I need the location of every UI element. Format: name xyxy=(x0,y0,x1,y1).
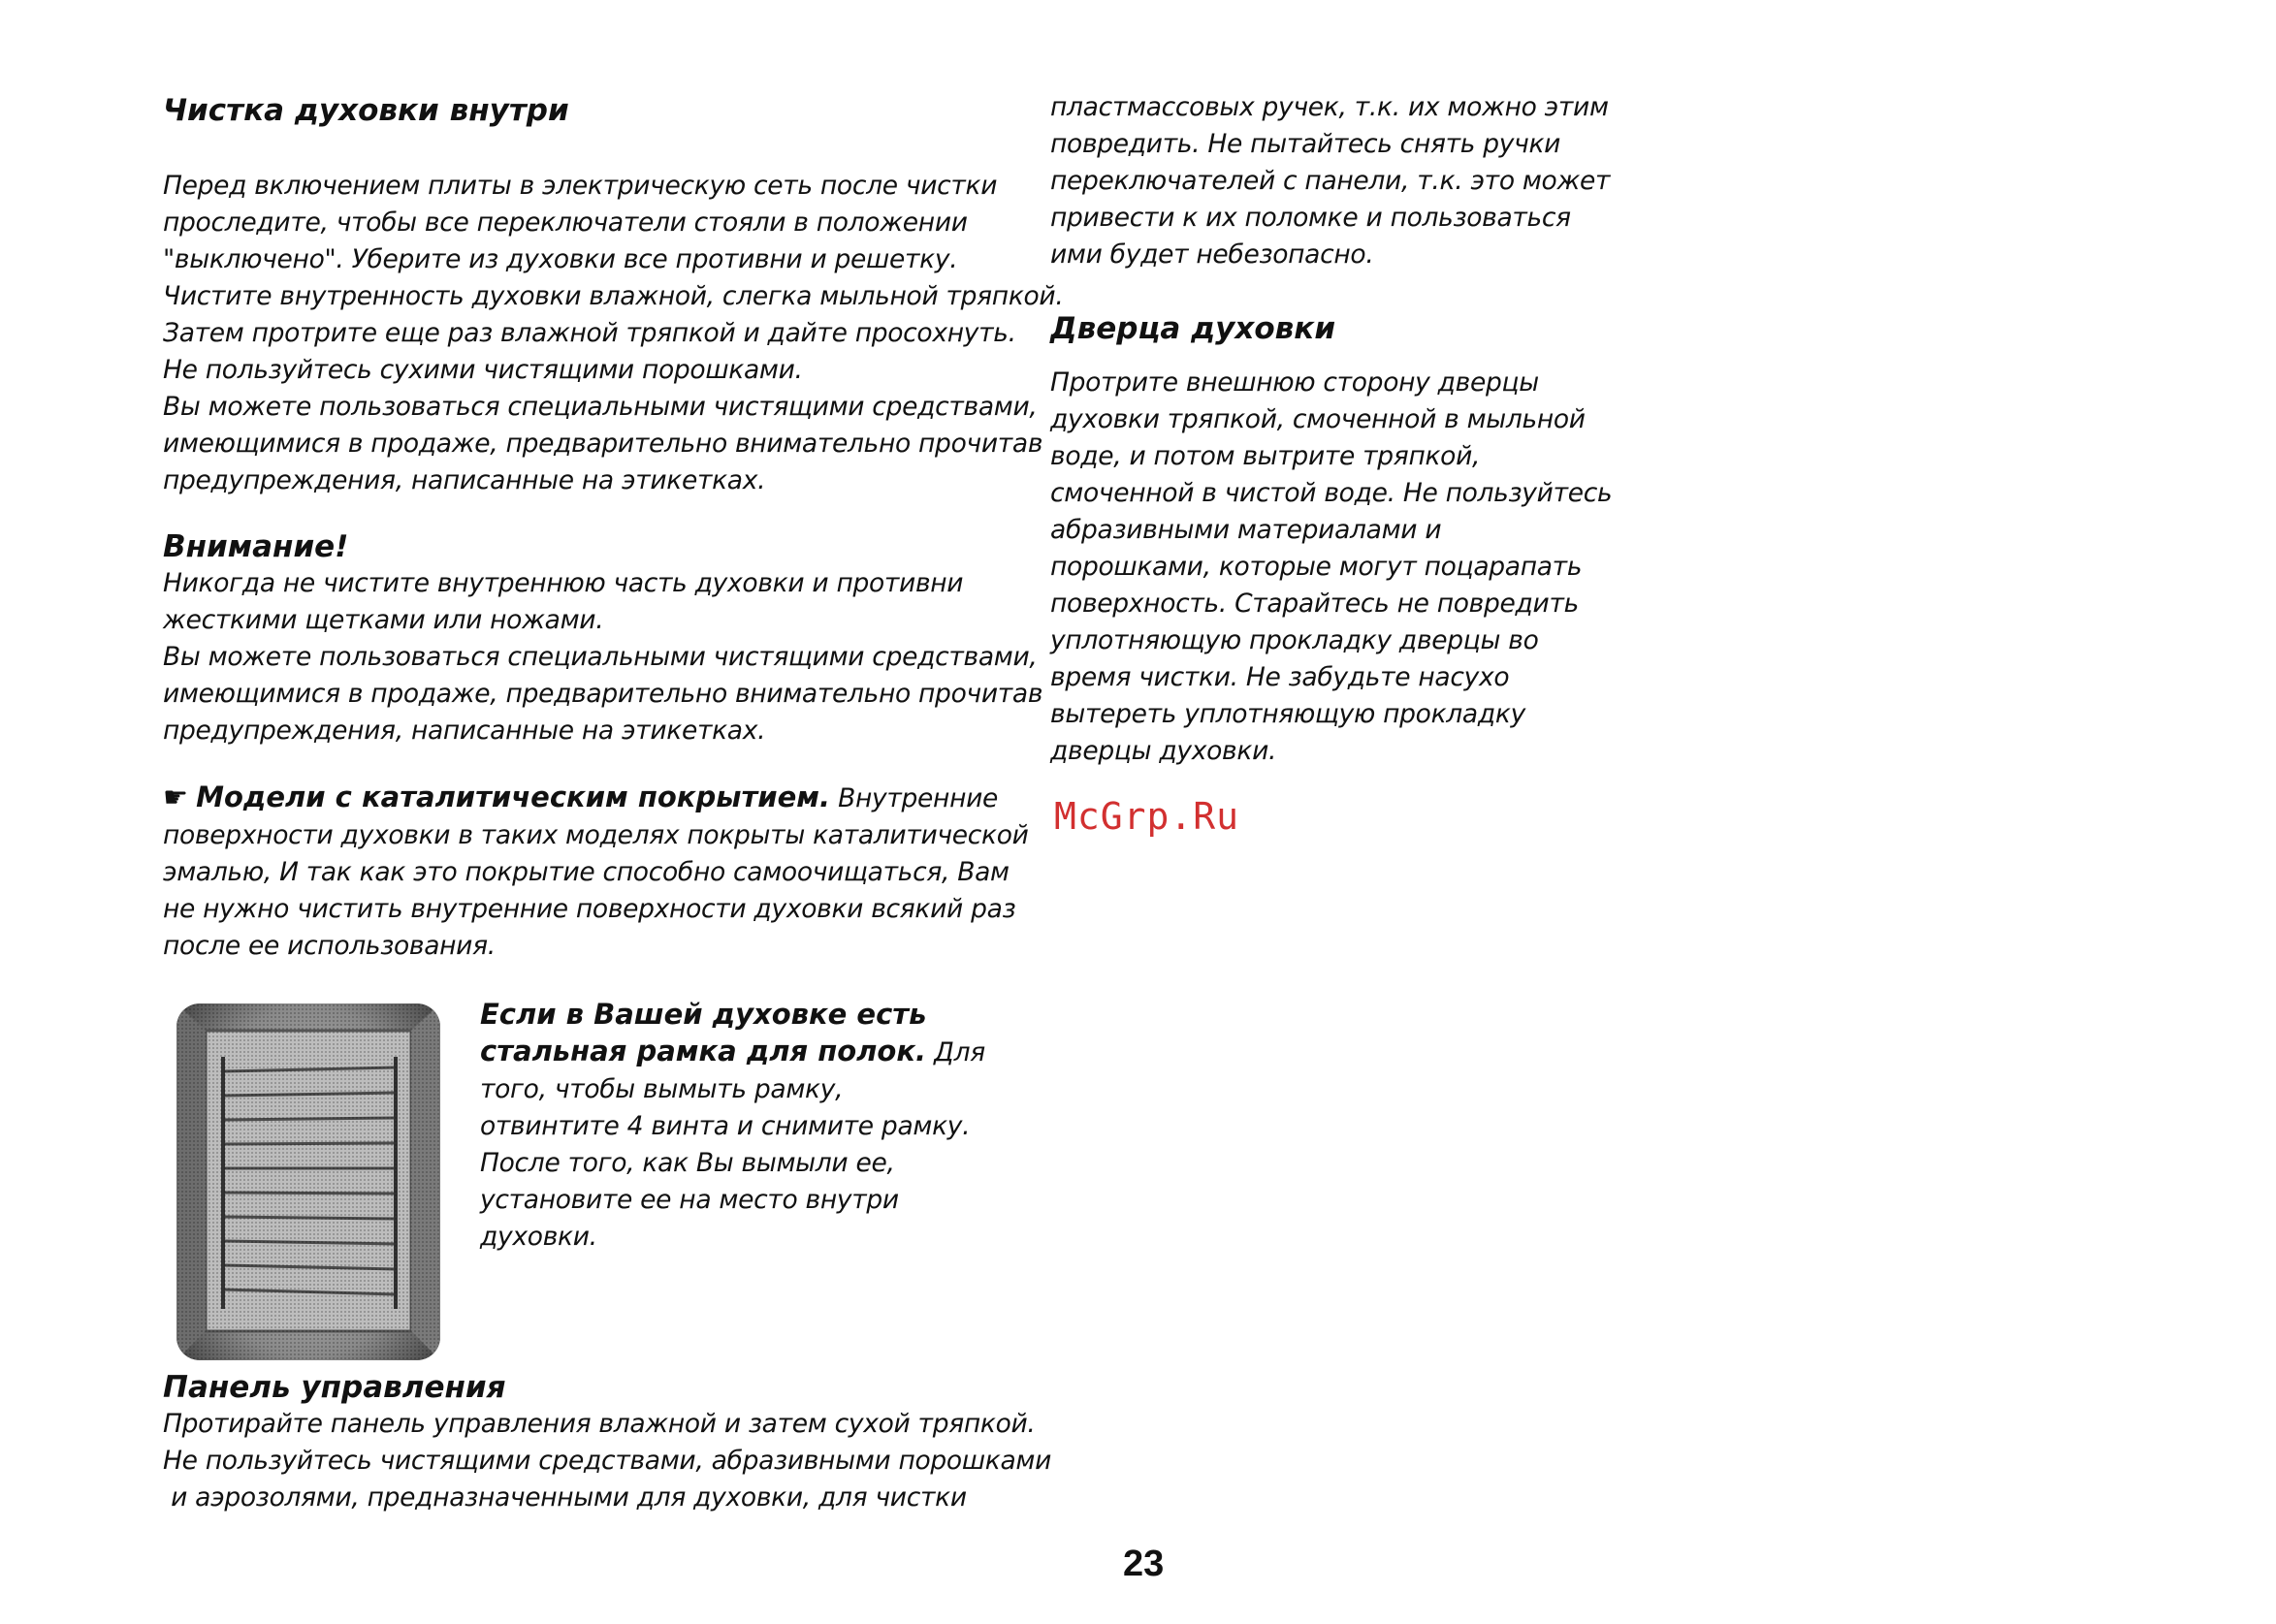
oven-frame-image xyxy=(176,1003,440,1360)
text-line: поверхности духовки в таких моделях покрыты каталитической xyxy=(163,820,1029,850)
text-line: дверцы духовки. xyxy=(1050,736,1277,766)
right-column xyxy=(1050,89,1632,770)
frame-bold-line-2: стальная рамка для полок. xyxy=(480,1035,927,1067)
text-line: привести к их поломке и пользоваться xyxy=(1050,203,1571,233)
paragraph-oven-door xyxy=(1050,365,1632,770)
text-line: порошками, которые могут поцарапать xyxy=(1050,552,1583,582)
text-line: вытереть уплотняющую прокладку xyxy=(1050,699,1525,729)
text-line: После того, как Вы вымыли ее, xyxy=(480,1148,895,1178)
text-line: пластмассовых ручек, т.к. их можно этим xyxy=(1050,92,1609,122)
text-line: поверхность. Старайтесь не повредить xyxy=(1050,589,1579,619)
heading-cleaning-inside: Чистка духовки внутри xyxy=(163,93,569,128)
text-line: после ее использования. xyxy=(163,931,496,961)
watermark-link[interactable]: McGrp.Ru xyxy=(1054,795,1240,838)
text-line xyxy=(480,1033,1004,1071)
heading-control-panel: Панель управления xyxy=(163,1370,506,1405)
frame-line2-rest: Для xyxy=(926,1037,985,1067)
text-line: эмалью, И так как это покрытие способно самоочищаться, Вам xyxy=(163,857,1010,887)
text-line: Протирайте панель управления влажной и затем сухой тряпкой. xyxy=(163,1409,1036,1439)
text-line: предупреждения, написанные на этикетках. xyxy=(163,465,766,495)
text-line: Вы можете пользоваться специальными чистящими средствами, xyxy=(163,392,1038,422)
paragraph-cleaning-inside xyxy=(163,168,1064,499)
text-line: установите ее на место внутри xyxy=(480,1185,899,1215)
text-line: отвинтите 4 винта и снимите рамку. xyxy=(480,1111,971,1141)
text-line: Не пользуйтесь чистящими средствами, абразивными порошками xyxy=(163,1446,1052,1476)
catalytic-first-rest: Внутренние xyxy=(829,783,999,813)
oven-frame-illustration xyxy=(176,1003,440,1360)
pointing-hand-icon: ☛ xyxy=(163,780,188,813)
page-number: 23 xyxy=(1123,1544,1165,1584)
paragraph-catalytic xyxy=(163,779,1029,965)
text-line: Не пользуйтесь сухими чистящими порошками. xyxy=(163,355,803,385)
paragraph-panel-continued xyxy=(1050,89,1632,273)
paragraph-frame xyxy=(480,996,1004,1256)
paragraph-control-panel xyxy=(163,1406,1052,1516)
text-line: переключателей с панели, т.к. это может xyxy=(1050,166,1611,196)
text-line: имеющимися в продаже, предварительно внимательно прочитав xyxy=(163,429,1043,459)
text-line: предупреждения, написанные на этикетках. xyxy=(163,716,766,746)
text-line: того, чтобы вымыть рамку, xyxy=(480,1074,844,1104)
paragraph-attention xyxy=(163,565,1043,749)
catalytic-lead: Модели с каталитическим покрытием. xyxy=(196,780,830,813)
text-line: повредить. Не пытайтесь снять ручки xyxy=(1050,129,1561,159)
text-line: Вы можете пользоваться специальными чистящими средствами, xyxy=(163,642,1038,672)
text-line: жесткими щетками или ножами. xyxy=(163,605,604,635)
text-line: Затем протрите еще раз влажной тряпкой и дайте просохнуть. xyxy=(163,318,1016,348)
text-line: Никогда не чистите внутреннюю часть духовки и противни xyxy=(163,568,964,598)
text-line: абразивными материалами и xyxy=(1050,515,1442,545)
text-line: имеющимися в продаже, предварительно внимательно прочитав xyxy=(163,679,1043,709)
left-column xyxy=(163,92,1064,965)
text-line: не нужно чистить внутренние поверхности духовки всякий раз xyxy=(163,894,1016,924)
text-line: "выключено". Уберите из духовки все противни и решетку. xyxy=(163,244,958,274)
text-line: ими будет небезопасно. xyxy=(1050,239,1374,270)
frame-text-block xyxy=(480,996,1004,1256)
frame-bold-line-1: Если в Вашей духовке есть xyxy=(480,998,927,1031)
text-line: время чистки. Не забудьте насухо xyxy=(1050,662,1510,692)
text-line: воде, и потом вытрите тряпкой, xyxy=(1050,441,1481,471)
heading-attention: Внимание! xyxy=(163,529,349,564)
text-line: духовки. xyxy=(480,1222,597,1252)
heading-oven-door: Дверца духовки xyxy=(1050,311,1336,346)
text-line: Протрите внешнюю сторону дверцы xyxy=(1050,367,1539,398)
text-line: смоченной в чистой воде. Не пользуйтесь xyxy=(1050,478,1613,508)
text-line: проследите, чтобы все переключатели стояли в положении xyxy=(163,207,968,238)
text-line: и аэрозолями, предназначенными для духовки, для чистки xyxy=(163,1482,967,1513)
panel-section xyxy=(163,1369,1052,1516)
text-line: уплотняющую прокладку дверцы во xyxy=(1050,625,1539,655)
text-line xyxy=(163,779,1016,817)
text-line: духовки тряпкой, смоченной в мыльной xyxy=(1050,404,1586,434)
text-line: Перед включением плиты в электрическую сеть после чистки xyxy=(163,171,998,201)
text-line: Чистите внутренность духовки влажной, слегка мыльной тряпкой. xyxy=(163,281,1064,311)
